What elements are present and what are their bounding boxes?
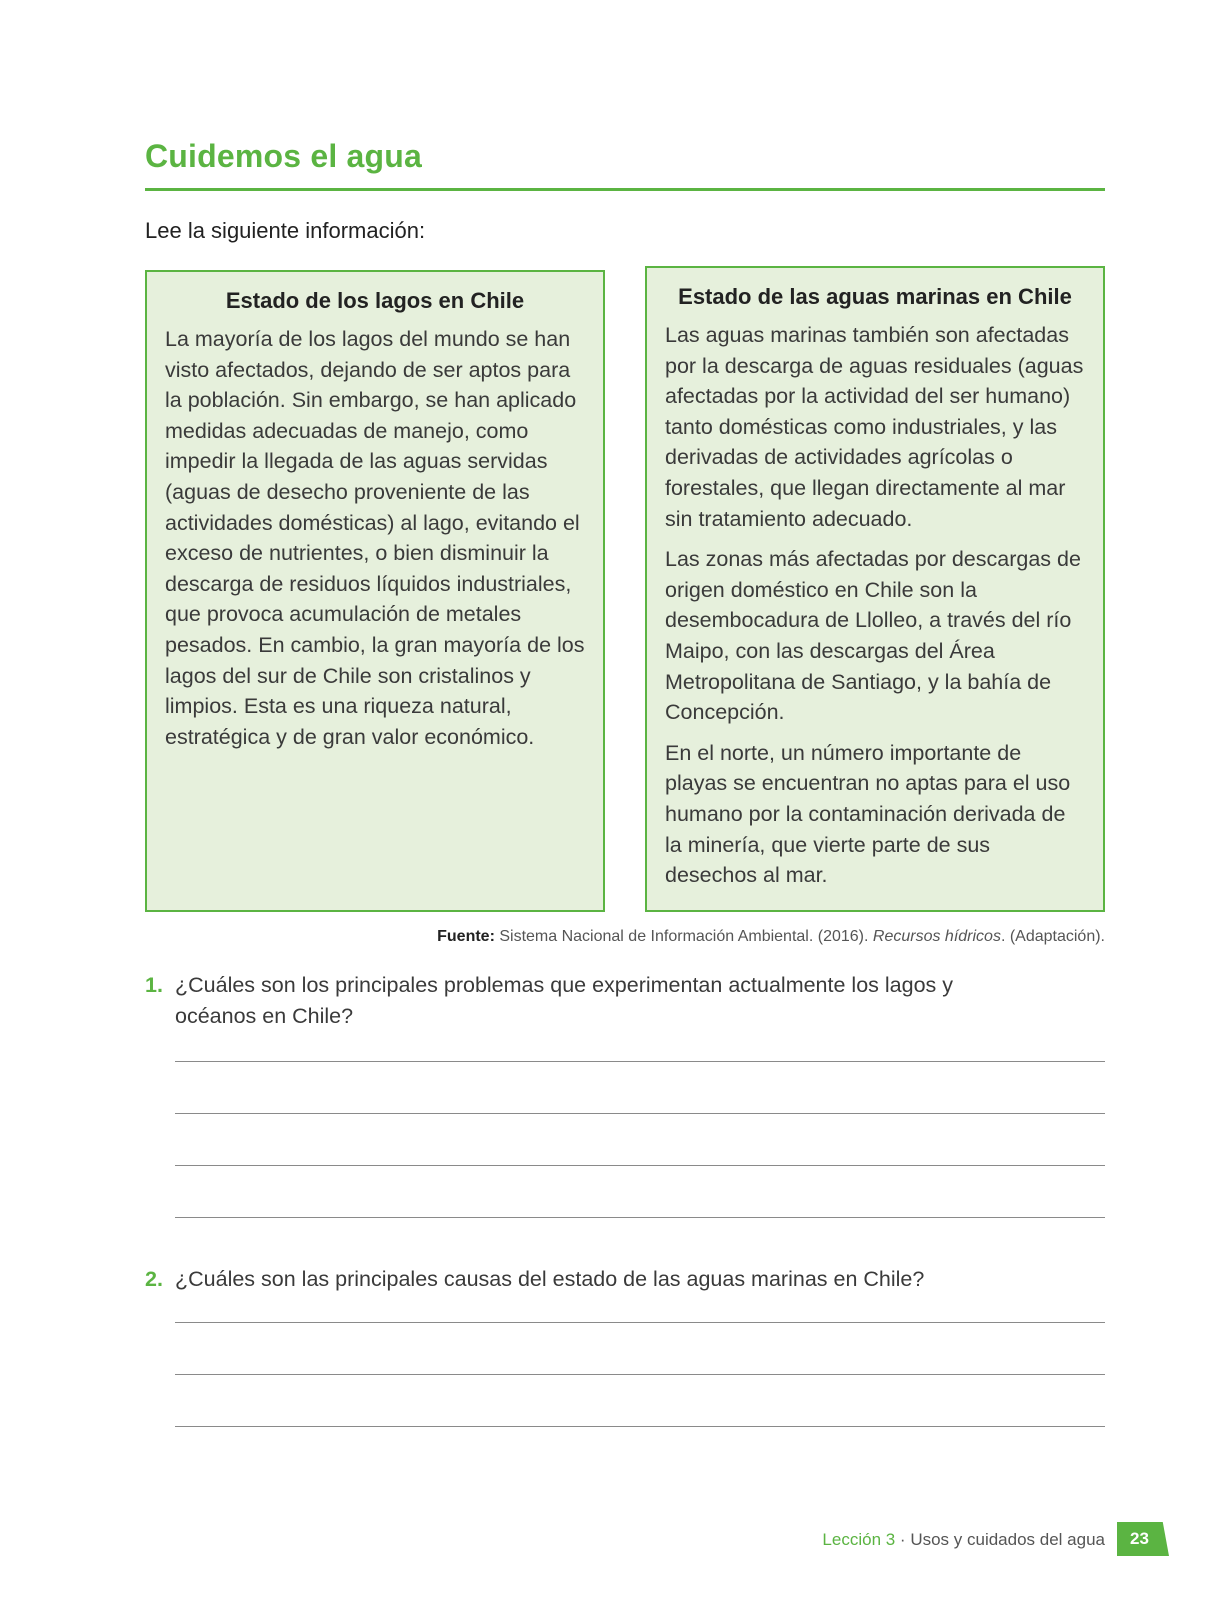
answer-line-1-3[interactable]: [175, 1165, 1105, 1166]
footer-separator: ·: [895, 1530, 911, 1549]
answer-line-1-4[interactable]: [175, 1217, 1105, 1218]
lakes-box-paragraph: La mayoría de los lagos del mundo se han visto afectados, dejando de ser aptos para la población. Sin embargo, se han aplicado medidas adecuadas de manejo, como impedir la llegada de las aguas servidas (aguas de desecho proveniente de las actividades domésticas) al lago, evitando el exceso de nutrientes, o bien disminuir la descarga de residuos líquidos industriales, que provoca acumulación de metales pesados. En cambio, la gran mayoría de los lagos del sur de Chile son cristalinos y limpios. Esta es una riqueza natural, estratégica y de gran valor económico.: [165, 327, 585, 749]
intro-text: Lee la siguiente información:: [145, 218, 426, 243]
answer-line-2-3[interactable]: [175, 1426, 1105, 1427]
marine-box-paragraph-1: Las aguas marinas también son afectadas por la descarga de aguas residuales (aguas afectadas por la actividad del ser humano) tanto domésticas como industriales, y las derivadas de actividades agrícolas o forestales, que llegan directamente al mar sin tratamiento adecuado.: [665, 323, 1084, 531]
source-label: Fuente:: [437, 928, 495, 945]
question-1-text: ¿Cuáles son los principales problemas que experimentan actualmente los lagos y océanos en Chile?: [175, 973, 953, 1028]
title-underline: [145, 188, 1105, 191]
footer-lesson: Lección 3: [822, 1530, 896, 1549]
answer-line-1-2[interactable]: [175, 1113, 1105, 1114]
marine-box-paragraph-3: En el norte, un número importante de playas se encuentran no aptas para el uso humano por la contaminación derivada de la minería, que vierte parte de sus desechos al mar.: [665, 740, 1071, 888]
marine-waters-info-box: [645, 266, 1105, 912]
answer-line-2-2[interactable]: [175, 1374, 1105, 1375]
page-number: 23: [1130, 1529, 1149, 1548]
source-text: Sistema Nacional de Información Ambiental. (2016).: [499, 928, 869, 945]
marine-box-paragraph-2: Las zonas más afectadas por descargas de origen doméstico en Chile son la desembocadura de Llolleo, a través del río Maipo, con las descargas del Área Metropolitana de Santiago, y la bahía de Concepción.: [665, 547, 1081, 725]
lakes-info-box: [145, 270, 605, 912]
question-1: [145, 970, 995, 1032]
question-2: [145, 1264, 995, 1295]
footer-topic: Usos y cuidados del agua: [910, 1530, 1105, 1549]
answer-line-1-1[interactable]: [175, 1061, 1105, 1062]
page-title: Cuidemos el agua: [145, 138, 423, 174]
source-title: Recursos hídricos: [872, 928, 1001, 945]
question-2-number: 2.: [145, 1267, 163, 1291]
question-1-number: 1.: [145, 973, 163, 997]
marine-box-heading: Estado de las aguas marinas en Chile: [678, 284, 1072, 309]
lakes-box-heading: Estado de los lagos en Chile: [225, 288, 525, 313]
source-citation: [437, 928, 1105, 946]
answer-line-2-1[interactable]: [175, 1322, 1105, 1323]
question-2-text: ¿Cuáles son las principales causas del estado de las aguas marinas en Chile?: [175, 1267, 925, 1291]
page-footer: [822, 1530, 1105, 1550]
source-suffix: . (Adaptación).: [1000, 928, 1105, 945]
